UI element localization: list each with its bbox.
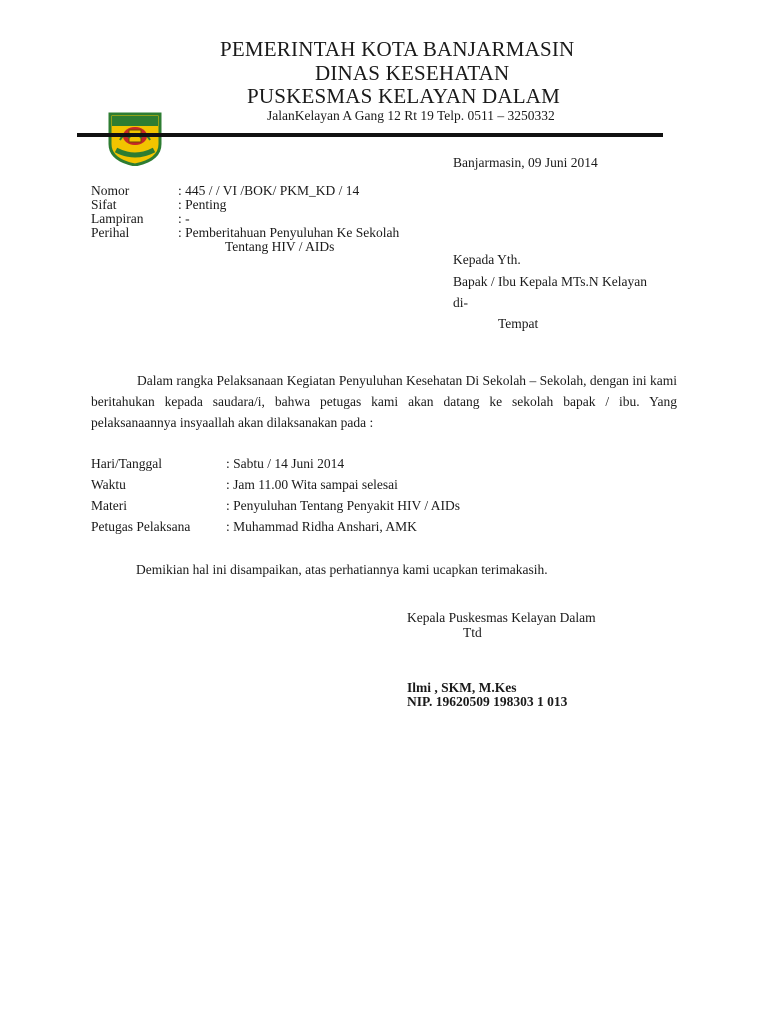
detail-label-materi: Materi: [91, 498, 127, 513]
signature-nip: NIP. 19620509 198303 1 013: [407, 694, 568, 709]
letterhead-rule: [77, 133, 663, 137]
meta-label-perihal: Perihal: [91, 225, 130, 240]
body-paragraph: Dalam rangka Pelaksanaan Kegiatan Penyuluhan Kesehatan Di Sekolah – Sekolah, dengan ini kami beritahukan kepada saudara/i, bahwa petugas kami akan datang ke sekolah bapak / ibu. Yang pelaksanaannya insyaallah akan dilaksanakan pada :: [91, 373, 677, 430]
detail-value-petugas: : Muhammad Ridha Anshari, AMK: [226, 519, 417, 534]
city-emblem-logo: [106, 110, 164, 166]
letterhead-line-2: DINAS KESEHATAN: [315, 61, 510, 85]
meta-value-perihal: : Pemberitahuan Penyuluhan Ke Sekolah: [178, 225, 400, 240]
signature-ttd: Ttd: [463, 625, 482, 640]
detail-value-hari: : Sabtu / 14 Juni 2014: [226, 456, 345, 471]
meta-label-sifat: Sifat: [91, 197, 117, 212]
meta-perihal-continuation: Tentang HIV / AIDs: [225, 239, 335, 254]
signature-title: Kepala Puskesmas Kelayan Dalam: [407, 610, 596, 625]
detail-label-hari: Hari/Tanggal: [91, 456, 163, 471]
place-date: Banjarmasin, 09 Juni 2014: [453, 155, 598, 170]
letterhead-line-3: PUSKESMAS KELAYAN DALAM: [247, 84, 561, 108]
recipient-line-1: Kepada Yth.: [453, 252, 521, 267]
meta-value-lampiran: : -: [178, 211, 190, 226]
meta-label-nomor: Nomor: [91, 183, 130, 198]
detail-label-petugas: Petugas Pelaksana: [91, 519, 191, 534]
closing-sentence: Demikian hal ini disampaikan, atas perhatiannya kami ucapkan terimakasih.: [136, 562, 548, 577]
detail-value-waktu: : Jam 11.00 Wita sampai selesai: [226, 477, 398, 492]
meta-value-nomor: : 445 / / VI /BOK/ PKM_KD / 14: [178, 183, 360, 198]
recipient-line-2: Bapak / Ibu Kepala MTs.N Kelayan: [453, 274, 647, 289]
detail-label-waktu: Waktu: [91, 477, 126, 492]
detail-value-materi: : Penyuluhan Tentang Penyakit HIV / AIDs: [226, 498, 461, 513]
meta-label-lampiran: Lampiran: [91, 211, 144, 226]
recipient-line-3: di-: [453, 295, 468, 310]
letterhead-line-1: PEMERINTAH KOTA BANJARMASIN: [220, 37, 575, 61]
signature-name: Ilmi , SKM, M.Kes: [407, 680, 517, 695]
recipient-line-4: Tempat: [498, 316, 539, 331]
letterhead-address: JalanKelayan A Gang 12 Rt 19 Telp. 0511 – 3250332: [267, 108, 555, 123]
meta-value-sifat: : Penting: [178, 197, 227, 212]
